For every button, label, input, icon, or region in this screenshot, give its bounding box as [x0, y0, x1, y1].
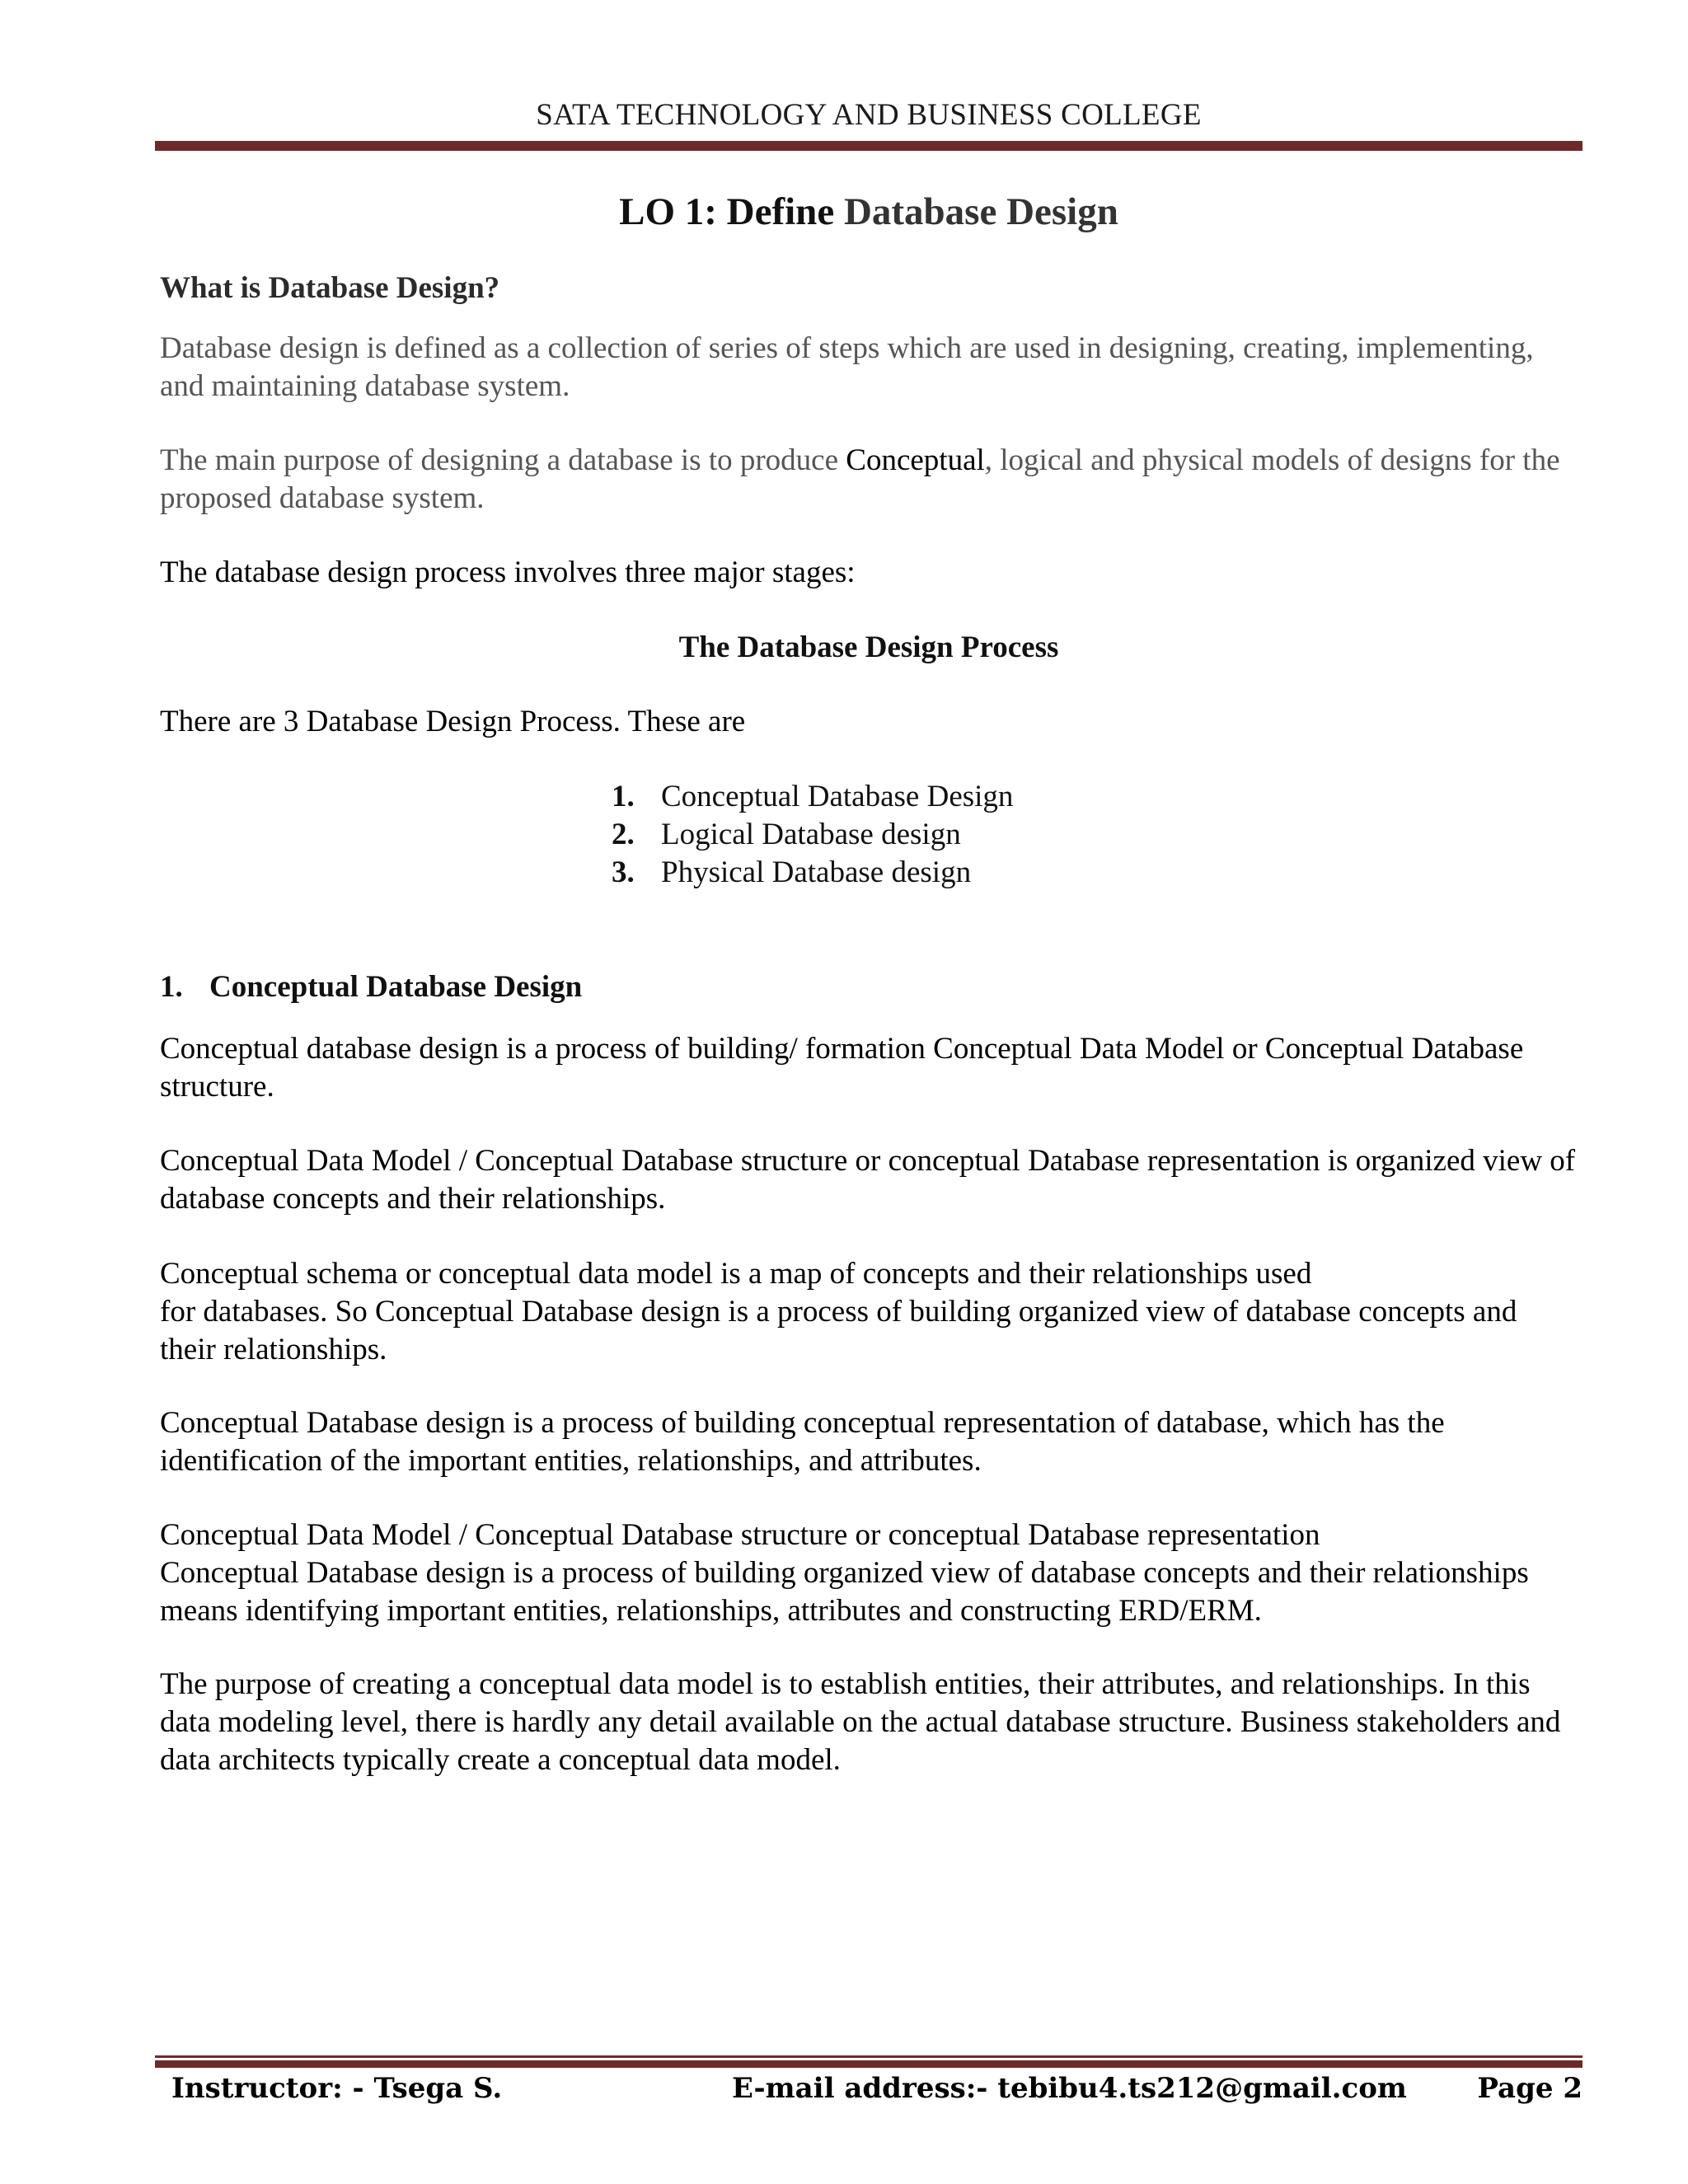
section-paragraph-5: [160, 1516, 1578, 1630]
footer-instructor: Instructor: - Tsega S.: [171, 2072, 503, 2105]
list-item: [612, 778, 1013, 816]
page-content: [160, 188, 1578, 1777]
page-title: [160, 188, 1578, 236]
footer-page-number: Page 2: [1477, 2072, 1582, 2105]
section-paragraph-3-line2: for databases. So Conceptual Database design is a process of building organized view of database concepts and their relationships.: [160, 1295, 1517, 1366]
header-rule: [155, 138, 1582, 151]
list-number: 1.: [612, 780, 635, 813]
section-number: 1.: [160, 970, 183, 1004]
section-paragraph-2: Conceptual Data Model / Conceptual Database structure or conceptual Database representation is organized view of database concepts and their relationships.: [160, 1144, 1576, 1216]
page-header: SATA TECHNOLOGY AND BUSINESS COLLEGE: [536, 98, 1202, 132]
list-label: Conceptual Database Design: [661, 780, 1014, 813]
process-intro: There are 3 Database Design Process. These are: [160, 705, 746, 738]
list-item: [612, 854, 1013, 892]
stages-intro: The database design process involves three major stages:: [160, 555, 856, 589]
purpose-text-a: The main purpose of designing a database is to produce: [160, 443, 839, 477]
list-label: Physical Database design: [661, 855, 972, 889]
section-paragraph-4: Conceptual Database design is a process of building conceptual representation of database, which has the identification of the important entities, relationships, and attributes.: [160, 1406, 1445, 1478]
what-heading: What is Database Design?: [160, 271, 500, 305]
list-number: 3.: [612, 855, 635, 889]
title-prefix: LO 1: Define: [619, 190, 835, 233]
purpose-text-b: Conceptual: [846, 443, 985, 477]
footer-rule: [155, 2055, 1582, 2068]
section-paragraph-1: Conceptual database design is a process of building/ formation Conceptual Data Model or Conceptual Database structure.: [160, 1032, 1524, 1104]
list-number: 2.: [612, 818, 635, 851]
section-title: Conceptual Database Design: [209, 970, 583, 1004]
section-paragraph-3-line1: Conceptual schema or conceptual data model is a map of concepts and their relationships used: [160, 1257, 1312, 1291]
definition-paragraph: Database design is defined as a collection of series of steps which are used in designing, creating, implementing, and maintaining database system.: [160, 331, 1534, 403]
section-paragraph-5-line1: Conceptual Data Model / Conceptual Database structure or conceptual Database representation: [160, 1518, 1320, 1552]
page-footer: [171, 2072, 1582, 2113]
list-label: Logical Database design: [661, 818, 961, 851]
footer-email: E-mail address:- tebibu4.ts212@gmail.com: [732, 2072, 1407, 2105]
list-item: [612, 816, 1013, 854]
stages-list: [612, 778, 1013, 892]
section-paragraph-3: [160, 1255, 1578, 1369]
section-paragraph-6: The purpose of creating a conceptual data model is to establish entities, their attributes, and relationships. In this data modeling level, there is hardly any detail available on the actual database structure. Business stakeholders and data architects typically create a conceptual data model.: [160, 1667, 1561, 1777]
section-paragraph-5-line2: Conceptual Database design is a process of building organized view of database concepts and their relationships means identifying important entities, relationships, attributes and constructing ERD/ERM.: [160, 1556, 1529, 1628]
title-rest: Database Design: [843, 190, 1118, 233]
process-heading: The Database Design Process: [678, 630, 1059, 664]
section-heading: [160, 969, 1578, 1005]
purpose-paragraph: [160, 442, 1578, 518]
purpose-text-c: , logical and physical models of designs for the proposed database system.: [160, 443, 1560, 515]
